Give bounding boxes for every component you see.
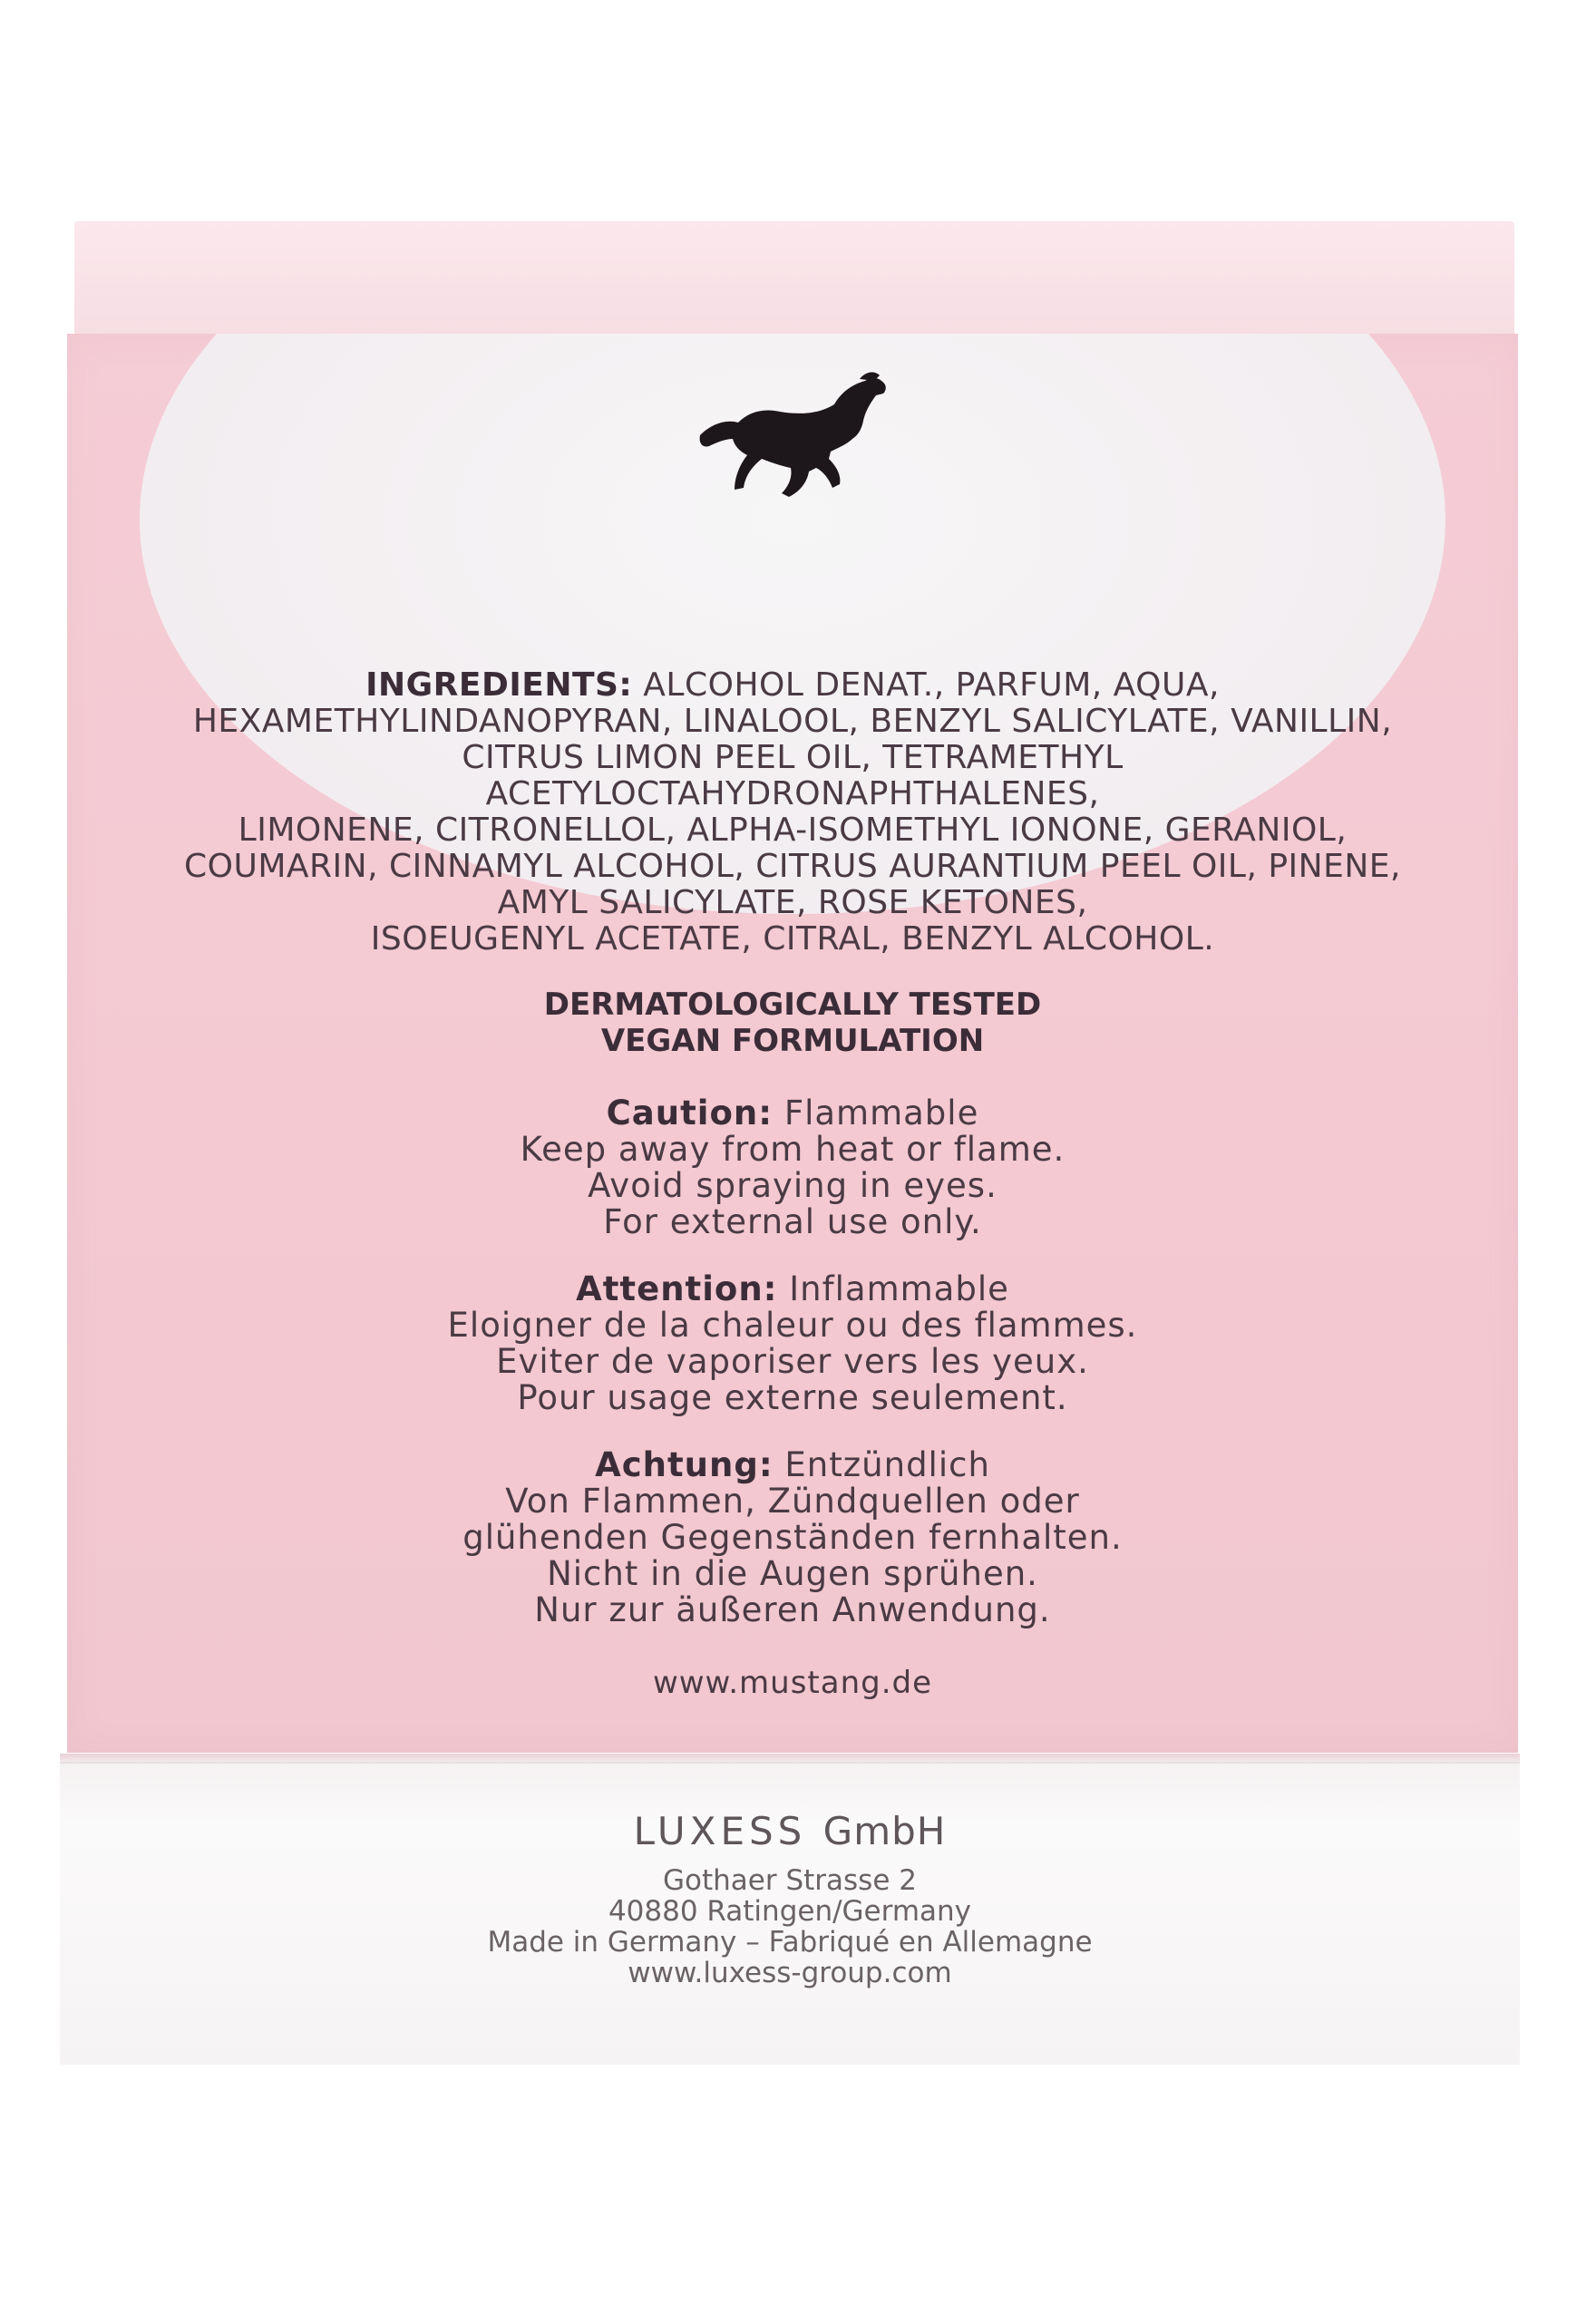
running-horse-icon bbox=[693, 372, 892, 508]
made-in-note: Made in Germany – Fabriqué en Allemagne bbox=[487, 1926, 1093, 1959]
brand-website: www.mustang.de bbox=[652, 1665, 933, 1701]
company-brand: LUXESS bbox=[633, 1809, 807, 1853]
caution-line: Avoid spraying in eyes. bbox=[588, 1166, 998, 1205]
attention-line: Eviter de vaporiser vers les yeux. bbox=[496, 1342, 1089, 1381]
ingredients-list bbox=[103, 667, 1482, 958]
company-street: Gothaer Strasse 2 bbox=[663, 1864, 917, 1897]
ingredients-label: INGREDIENTS: bbox=[365, 666, 633, 704]
ingredients-line: CITRUS LIMON PEEL OIL, TETRAMETHYL bbox=[462, 739, 1124, 776]
product-claims bbox=[103, 987, 1482, 1059]
box-back-panel bbox=[67, 334, 1518, 1753]
ingredients-line: AMYL SALICYLATE, ROSE KETONES, bbox=[497, 884, 1088, 921]
attention-warning-fr bbox=[103, 1271, 1482, 1416]
box-top-flap bbox=[74, 221, 1514, 348]
achtung-label: Achtung: bbox=[595, 1445, 774, 1484]
caution-warning-en bbox=[103, 1095, 1482, 1240]
company-name bbox=[60, 1809, 1520, 1853]
achtung-headline: Entzündlich bbox=[784, 1445, 990, 1484]
ingredients-line: LIMONENE, CITRONELLOL, ALPHA-ISOMETHYL IONONE, GERANIOL, bbox=[238, 812, 1348, 849]
ingredients-line: ALCOHOL DENAT., PARFUM, AQUA, bbox=[643, 666, 1220, 704]
company-city: 40880 Ratingen/Germany bbox=[608, 1895, 972, 1928]
claim-dermatologically-tested: DERMATOLOGICALLY TESTED bbox=[543, 987, 1042, 1023]
caution-line: Keep away from heat or flame. bbox=[520, 1130, 1066, 1169]
attention-line: Eloigner de la chaleur ou des flammes. bbox=[447, 1306, 1138, 1345]
caution-headline: Flammable bbox=[783, 1094, 979, 1133]
caution-line: For external use only. bbox=[603, 1202, 982, 1241]
ingredients-line: ACETYLOCTAHYDRONAPHTHALENES, bbox=[485, 775, 1100, 812]
company-suffix: GmbH bbox=[822, 1809, 947, 1853]
achtung-line: glühenden Gegenständen fernhalten. bbox=[462, 1518, 1123, 1557]
ingredients-line: HEXAMETHYLINDANOPYRAN, LINALOOL, BENZYL SALICYLATE, VANILLIN, bbox=[192, 703, 1393, 740]
ingredients-line: ISOEUGENYL ACETATE, CITRAL, BENZYL ALCOHOL. bbox=[370, 920, 1215, 958]
achtung-line: Nicht in die Augen sprühen. bbox=[547, 1554, 1038, 1593]
company-website: www.luxess-group.com bbox=[628, 1957, 952, 1989]
caution-label: Caution: bbox=[606, 1094, 774, 1133]
manufacturer-band bbox=[60, 1762, 1520, 2065]
claim-vegan-formulation: VEGAN FORMULATION bbox=[600, 1023, 985, 1059]
achtung-line: Von Flammen, Zündquellen oder bbox=[505, 1482, 1080, 1521]
attention-headline: Inflammable bbox=[789, 1269, 1009, 1308]
achtung-warning-de bbox=[103, 1447, 1482, 1628]
ingredients-line: COUMARIN, CINNAMYL ALCOHOL, CITRUS AURANTIUM PEEL OIL, PINENE, bbox=[184, 848, 1401, 885]
attention-line: Pour usage externe seulement. bbox=[517, 1378, 1068, 1417]
achtung-line: Nur zur äußeren Anwendung. bbox=[534, 1590, 1051, 1629]
attention-label: Attention: bbox=[576, 1269, 778, 1308]
